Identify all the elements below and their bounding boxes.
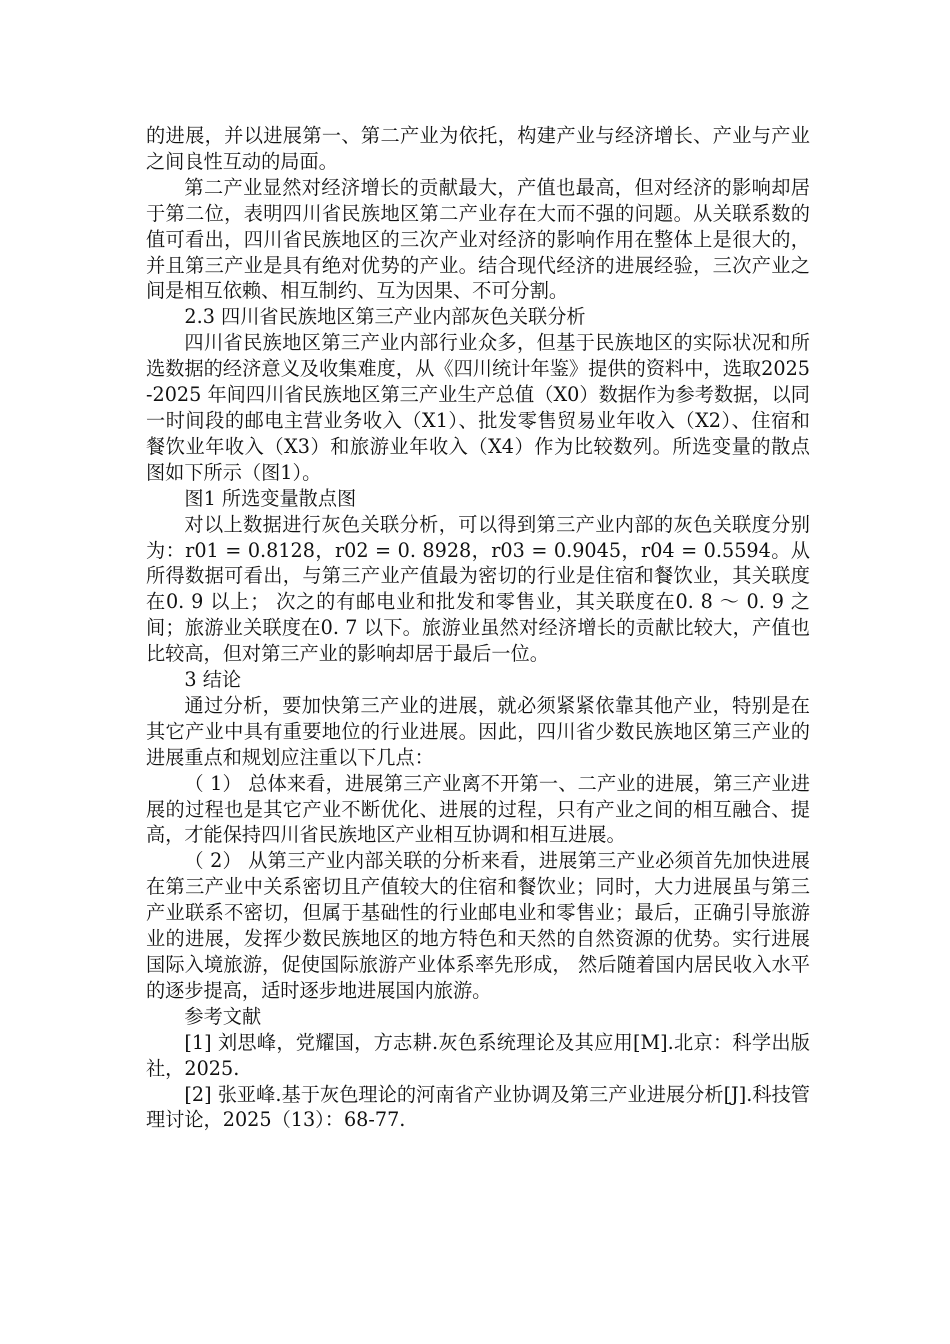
conclusion-point-1: （ 1） 总体来看，进展第三产业离不开第一、二产业的进展，第三产业进展的过程也是其它产业不断优化、进展的过程，只有产业之间的相互融合、提高，才能保持四川省民族地区产业相互协调和相互进展。	[146, 771, 810, 847]
conclusion-point-2: （ 2） 从第三产业内部关联的分析来看，进展第三产业必须首先加快进展在第三产业中关系密切且产值较大的住宿和餐饮业；同时，大力进展虽与第三产业联系不密切，但属于基础性的行业邮电业和零售业；最后，正确引导旅游业的进展，发挥少数民族地区的地方特色和天然的自然资源的优势。实行进展国际入境旅游，促使国际旅游产业体系率先形成， 然后随着国内居民收入水平的逐步提高，适时逐步地进展国内旅游。	[146, 849, 810, 1002]
section-3-heading: 3 结论	[184, 668, 242, 692]
section-3-paragraph-1: 通过分析，要加快第三产业的进展，就必须紧紧依靠其他产业，特别是在其它产业中具有重要地位的行业进展。因此，四川省少数民族地区第三产业的进展重点和规划应注重以下几点：	[146, 693, 810, 769]
section-2-3-heading: 2.3 四川省民族地区第三产业内部灰色关联分析	[184, 305, 586, 329]
section-2-3-paragraph-1: 四川省民族地区第三产业内部行业众多，但基于民族地区的实际状况和所选数据的经济意义及收集难度，从《四川统计年鉴》提供的资料中，选取2025-2025 年间四川省民族地区第三产业生产总值（X0）数据作为参考数据，以同一时间段的邮电主营业务收入（X1）、批发零售贸易业年收入（X2）、住宿和餐饮业年收入（X3）和旅游业年收入（X4）作为比较数列。所选变量的散点图如下所示（图1）。	[146, 331, 810, 484]
reference-1: [1] 刘思峰，党耀国，方志耕.灰色系统理论及其应用[M].北京：科学出版社，2025.	[146, 1030, 810, 1080]
figure-1-caption: 图1 所选变量散点图	[184, 486, 357, 510]
references-heading: 参考文献	[184, 1004, 262, 1028]
document-page	[146, 123, 810, 1133]
reference-2: [2] 张亚峰.基于灰色理论的河南省产业协调及第三产业进展分析[J].科技管理讨论，2025（13）：68-77.	[146, 1082, 810, 1132]
section-2-3-paragraph-2: 对以上数据进行灰色关联分析，可以得到第三产业内部的灰色关联度分别为：r01 = 0.8128，r02 = 0. 8928，r03 = 0.9045，r04 = 0.5594。从所得数据可看出，与第三产业产值最为密切的行业是住宿和餐饮业，其关联度在0. 9 以上； 次之的有邮电业和批发和零售业，其关联度在0. 8 ～ 0. 9 之间；旅游业关联度在0. 7 以下。旅游业虽然对经济增长的贡献比较大，产值也比较高，但对第三产业的影响却居于最后一位。	[146, 512, 810, 666]
paragraph-continuation: 的进展，并以进展第一、第二产业为依托，构建产业与经济增长、产业与产业之间良性互动的局面。	[146, 124, 810, 173]
paragraph-secondary-industry: 第二产业显然对经济增长的贡献最大，产值也最高，但对经济的影响却居于第二位，表明四川省民族地区第二产业存在大而不强的问题。从关联系数的值可看出，四川省民族地区的三次产业对经济的影响作用在整体上是很大的，并且第三产业是具有绝对优势的产业。结合现代经济的进展经验，三次产业之间是相互依赖、相互制约、互为因果、不可分割。	[146, 175, 810, 303]
